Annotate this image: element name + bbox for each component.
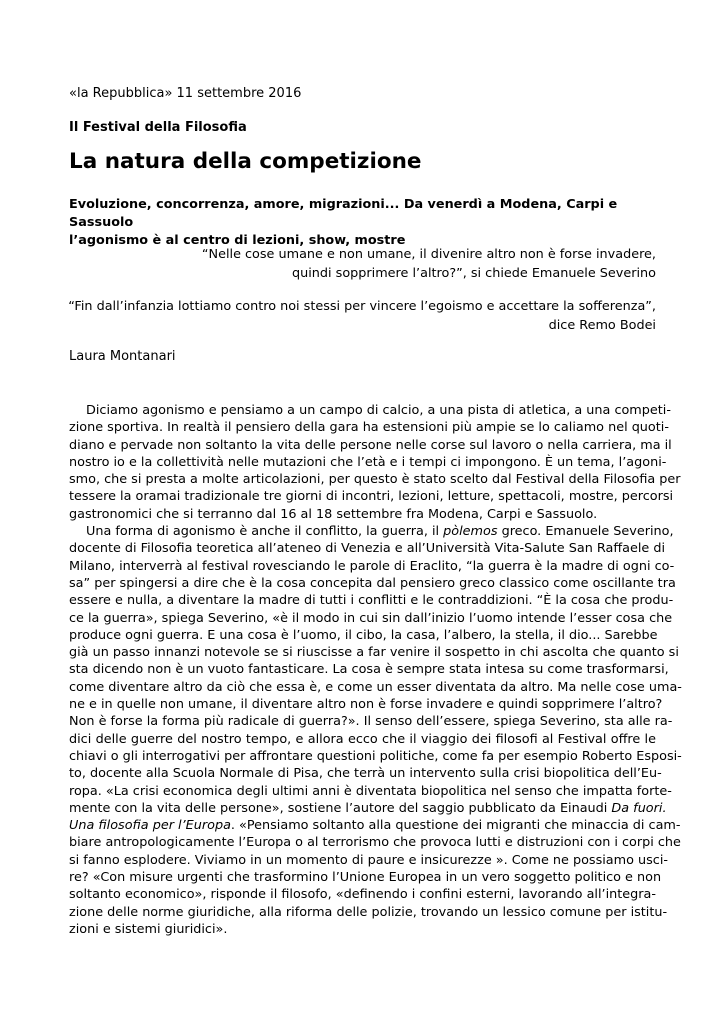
body-line: smo, che si presta a molte articolazioni, per questo è stato scelto dal Festival della Filosofia per bbox=[69, 472, 681, 488]
body-line: zione delle norme giuridiche, alla riforma delle polizie, trovando un lessico comune per istitu- bbox=[69, 904, 668, 920]
section-label: Il Festival della Filosofia bbox=[69, 120, 247, 135]
subtitle-line: l’agonismo è al centro di lezioni, show, mostre bbox=[69, 233, 406, 248]
epigraph-severino bbox=[56, 245, 656, 283]
body-line: re? «Con misure urgenti che trasformino l’Unione Europea in un vero soggetto politico e non bbox=[69, 870, 662, 886]
body-line: biare antropologicamente l’Europa o al terrorismo che provoca lutti e distruzioni con i corpi che bbox=[69, 835, 681, 851]
body-line: docente di Filosofia teoretica all’ateneo di Venezia e all’Università Vita-Salute San Raffaele di bbox=[69, 541, 666, 557]
article-body bbox=[69, 402, 682, 938]
body-line: sta dicendo non è un vuoto fantasticare. La cosa è sempre stata intesa su come trasformarsi, bbox=[69, 662, 669, 678]
body-line: gastronomici che si terranno dal 16 al 18 settembre fra Modena, Carpi e Sassuolo. bbox=[69, 506, 598, 522]
body-line: nostro io e la collettività nelle mutazioni che l’età e i tempi ci impongono. È un tema, l’agoni- bbox=[69, 454, 667, 470]
subtitle-line: Evoluzione, concorrenza, amore, migrazioni... Da venerdì a Modena, Carpi e Sassuolo bbox=[69, 197, 618, 230]
body-line: soltanto economico», risponde il filosofo, «definendo i confini esterni, lavorando all’integra- bbox=[69, 887, 656, 903]
author-name: Laura Montanari bbox=[69, 349, 176, 364]
body-line: Milano, interverrà al festival rovesciando le parole di Eraclito, “la guerra è la madre di ogni co- bbox=[69, 558, 675, 574]
body-line: dici delle guerre del nostro tempo, e allora ecco che il viaggio dei filosofi al Festival offre le bbox=[69, 731, 656, 747]
article-subtitle bbox=[69, 196, 659, 250]
body-line: ne e in quelle non umane, il diventare altro non è forse invadere e quindi sopprimere l’altro? bbox=[69, 697, 663, 713]
source-line: «la Repubblica» 11 settembre 2016 bbox=[69, 86, 302, 101]
body-line: mente con la vita delle persone», sostiene l’autore del saggio pubblicato da Einaudi Da fuori. bbox=[69, 800, 667, 816]
article-title: La natura della competizione bbox=[69, 149, 422, 174]
body-line: ropa. «La crisi economica degli ultimi anni è diventata biopolitica nel senso che impatta forte- bbox=[69, 783, 672, 799]
body-line: tessere la oramai tradizionale tre giorni di incontri, lezioni, letture, spettacoli, mostre, percorsi bbox=[69, 489, 674, 505]
body-line: essere e nulla, a diventare la madre di tutti i conflitti e le contraddizioni. “È la cosa che produ- bbox=[69, 593, 674, 609]
body-line: come diventare altro da ciò che essa è, e come un esser diventata da altro. Ma nelle cose uma- bbox=[69, 679, 682, 695]
epigraph-line: dice Remo Bodei bbox=[548, 318, 656, 333]
body-line: ce la guerra», spiega Severino, «è il modo in cui sin dall’inizio l’uomo intende l’esser cosa che bbox=[69, 610, 673, 626]
body-line: zioni e sistemi giuridici». bbox=[69, 921, 228, 937]
body-line: si fanno esplodere. Viviamo in un momento di paure e insicurezze ». Come ne possiamo usci- bbox=[69, 852, 668, 868]
body-line: Non è forse la forma più radicale di guerra?». Il senso dell’essere, spiega Severino, sta alle ra- bbox=[69, 714, 673, 730]
epigraph-line: “Nelle cose umane e non umane, il divenire altro non è forse invadere, bbox=[201, 247, 656, 262]
body-line: Una forma di agonismo è anche il conflitto, la guerra, il pòlemos greco. Emanuele Severino, bbox=[86, 524, 674, 540]
epigraph-bodei bbox=[56, 297, 656, 335]
body-line: sa” per spingersi a dire che è la cosa concepita dal pensiero greco classico come oscillante tra bbox=[69, 575, 676, 591]
body-line: zione sportiva. In realtà il pensiero della gara ha estensioni più ampie se lo caliamo nel quoti- bbox=[69, 420, 669, 436]
body-line: già un passo innanzi notevole se si riuscisse a far venire il sospetto in chi ascolta che quanto si bbox=[69, 645, 679, 661]
body-line: to, docente alla Scuola Normale di Pisa, che terrà un intervento sulla crisi biopolitica dell’Eu- bbox=[69, 766, 662, 782]
body-line: diano e pervade non soltanto la vita delle persone nelle corse sul lavoro o nella carriera, ma il bbox=[69, 437, 672, 453]
body-line: Diciamo agonismo e pensiamo a un campo di calcio, a una pista di atletica, a una competi- bbox=[86, 403, 671, 418]
body-line: chiavi o gli interrogativi per affrontare questioni politiche, come fa per esempio Roberto Esposi- bbox=[69, 748, 682, 764]
epigraph-line: “Fin dall’infanzia lottiamo contro noi stessi per vincere l’egoismo e accettare la sofferenza”, bbox=[68, 299, 656, 314]
epigraph-line: quindi sopprimere l’altro?”, si chiede Emanuele Severino bbox=[292, 266, 656, 281]
body-line: produce ogni guerra. E una cosa è l’uomo, il cibo, la casa, l’albero, la stella, il dio... Sarebbe bbox=[69, 627, 658, 643]
body-line: Una filosofia per l’Europa. «Pensiamo soltanto alla questione dei migranti che minaccia di cam- bbox=[69, 818, 681, 834]
